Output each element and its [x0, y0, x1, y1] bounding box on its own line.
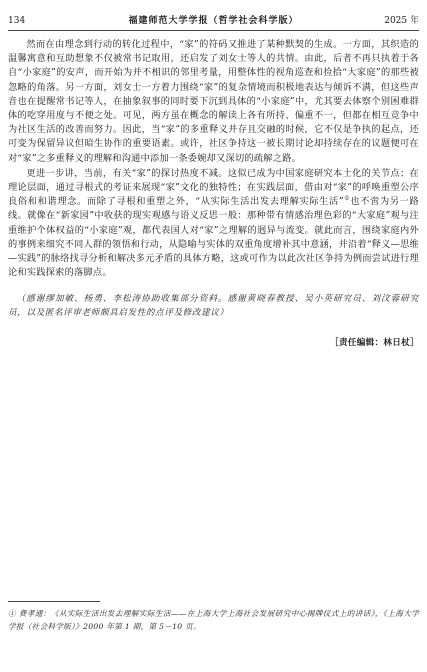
footnote-rule	[8, 601, 100, 602]
running-header	[8, 14, 419, 28]
footnote-reference[interactable]: ①	[343, 195, 351, 203]
responsible-editor: ［责任编辑：林日杖］	[330, 338, 419, 349]
body-paragraph-1: 然而在由理念到行动的转化过程中，“家”的符码又推进了某种默契的生成。一方面，其织造的温馨寓意和互助想象不仅被常书记取用，还启发了刘女士等人的共情。由此，后者不再只执着于各自“小家庭”的安声，而开始为并不相识的邻里考量，用整体性的视角巡查和捡拾“大家庭”的那些被忽略的角落。另一方面，刘女士一方着力围绕“家”的复杂情境而积极地表达与倾诉不满，但这些声音也在提醒常书记等人，在抽象叙事的同时要下沉到具体的“小家庭”中，尤其要去体察个别困难群体的吃穿用度与不便之处。可见，两方虽在概念的解读上各有所持、偏重不一，但都在相互竞争中为社区生活的改善而努力。因此，当“家”的多重释义并存且交融的时候，它不仅是争执的起点，还可变为保留异议但暗生协作的重要语素。或许，社区争持这一被长期讨论却持续存在的议题便可在对“家”之多重释义的理解和沟通中添加一条委婉却又深切的疏解之路。	[8, 39, 419, 164]
body-paragraph-2	[8, 167, 419, 281]
header-rule	[8, 30, 419, 31]
journal-title: 福建师范大学学报（哲学社会科学版）	[128, 16, 299, 26]
issue-year: 2025 年	[384, 16, 419, 26]
footnote-marker: ①	[8, 609, 16, 618]
footnote-text: 费孝通：《从实际生活出发去理解实际生活——在上海大学上海社会发展研究中心揭牌仪式上的讲话》，《上海大学学报（社会科学版）》2000 年第 1 期，第 5－10 页。	[8, 609, 419, 631]
article-body	[8, 38, 419, 348]
paragraph-2-part-b: 也不啻为另一路线。就像在“新家园”中收获的现实观感与语义反思一般：那种带有情感治理色彩的“大家庭”观与注重维护个体权益的“小家庭”观，都代表国人对“家”之理解的迥异与流变。就此而言，围绕家庭内外的事例来细究不同人群的领悟和行动，从隐喻与实体的双重角度增补其中意涵，并沿着“释义—思维—实践”的脉络找寻分析和解决多元矛盾的具体方略，这或可作为以此次社区争持为例而尝试进行理论和实践探索的落脚点。	[8, 196, 419, 279]
acknowledgement: （感谢缪加敏、杨勇、李松涛协助收集部分资料。感谢黄晓春教授、吴小英研究员、刘汶蓉研究员，以及匿名评审老师颇具启发性的点评及修改建议）	[8, 294, 419, 319]
paragraph-2-part-a: 更进一步讲，当前，有关“家”的探讨热度不减。这似已成为中国家庭研究本土化的关节点；在理论层面，通过寻根式的考证来展现“家”文化的独特性；在实践层面，借由对“家”的呼唤重塑公序良俗和和谐理念。而除了寻根和重塑之外，“从实际生活出发去理解实际生活”	[8, 167, 419, 208]
page-number: 134	[8, 16, 26, 26]
footnote	[8, 607, 419, 633]
